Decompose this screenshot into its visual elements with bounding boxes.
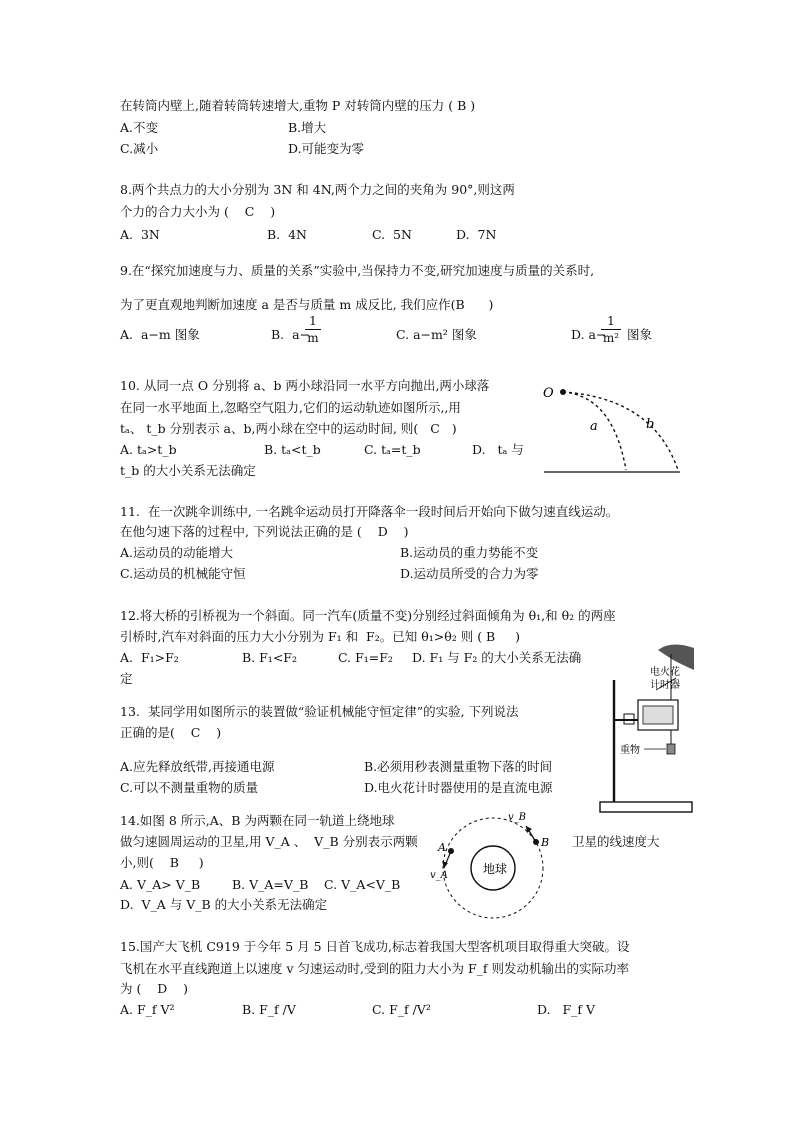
option-15a: A. F_f V² [120,1002,175,1017]
option-15c: C. F_f /V² [372,1002,431,1017]
option-14b: B. V_A=V_B [232,877,309,892]
option-12b: B. F₁<F₂ [242,650,297,665]
option-14c: C. V_A<V_B [324,877,401,892]
option-9a: A. a−m 图象 [120,327,200,342]
option-8c: C. 5N [372,227,412,242]
option-7c: C.减小 [120,141,159,156]
satellite-b-label: B [541,836,550,849]
option-9c: C. a−m² 图象 [396,327,477,342]
question-12-stem-1: 12.将大桥的引桥视为一个斜面。同一汽车(质量不变)分别经过斜面倾角为 θ₁,和 θ₂ 的两座 [120,608,616,623]
spark-timer-panel [643,706,673,724]
option-12c: C. F₁=F₂ [338,650,393,665]
question-12-stem-2: 引桥时,汽车对斜面的压力大小分别为 F₁ 和 F₂。已知 θ₁>θ₂ 则 ( B ) [120,629,520,644]
stand-base [600,802,692,812]
weight [667,744,675,754]
option-9d: D. a− [571,327,607,342]
question-10-stem-1: 10. 从同一点 O 分别将 a、b 两小球沿同一水平方向抛出,两小球落 [120,378,490,393]
option-8b: B. 4N [267,227,307,242]
earth-label: 地球 [483,862,508,876]
option-14a: A. V_A> V_B [120,877,201,892]
option-10d-continued: t_b 的大小关系无法确定 [120,463,256,478]
option-13d: D.电火花计时器使用的是直流电源 [364,780,553,795]
question-10-stem-2: 在同一水平地面上,忽略空气阻力,它们的运动轨迹如图所示,,用 [120,400,461,415]
question-14-stem-3: 小,则( B ) [120,855,204,870]
question-11-stem-1: 11. 在一次跳伞训练中, 一名跳伞运动员打开降落伞一段时间后开始向下做匀速直线运动。 [120,504,619,519]
option-8d: D. 7N [456,227,497,242]
question-15-stem-2: 飞机在水平直线跑道上以速度 v 匀速运动时,受到的阻力大小为 F_f 则发动机输出的实际功率 [120,961,629,976]
velocity-a-label: v_A [430,870,448,881]
option-11b: B.运动员的重力势能不变 [400,545,539,560]
question-11-stem-2: 在他匀速下落的过程中, 下列说法正确的是 ( D ) [120,524,409,539]
fraction-9b-numerator: 1 [305,314,321,330]
question-10-stem-3: tₐ、 t_b 分别表示 a、b,两小球在空中的运动时间, 则( C ) [120,421,457,436]
question-9-stem-1: 9.在“探究加速度与力、质量的关系”实验中,当保持力不变,研究加速度与质量的关系时, [120,263,595,278]
option-7b: B.增大 [288,120,327,135]
option-9b: B. a− [271,327,311,342]
option-10a: A. tₐ>t_b [120,442,177,457]
option-13c: C.可以不测量重物的质量 [120,780,259,795]
option-15b: B. F_f /V [242,1002,296,1017]
option-10c: C. tₐ=t_b [364,442,421,457]
curve-b-label: b [646,417,655,432]
question-14-stem-2-right: 卫星的线速度大 [572,834,660,849]
fraction-9b-denominator: m [307,331,319,345]
question-8-stem-1: 8.两个共点力的大小分别为 3N 和 4N,两个力之间的夹角为 90°,则这两 [120,182,515,197]
weight-label: 重物 [620,745,640,756]
velocity-b-arrowhead [526,826,532,833]
option-10d: D. tₐ 与 [472,442,524,457]
option-7d: D.可能变为零 [288,141,365,156]
trajectory-b [563,392,678,470]
option-15d: D. F_f V [537,1002,596,1017]
orbit-figure [426,806,560,924]
option-11d: D.运动员所受的合力为零 [400,566,539,581]
origin-label: O [543,386,554,401]
satellite-a-label: A [438,841,446,854]
option-12d: D. F₁ 与 F₂ 的大小关系无法确 [412,650,582,665]
fraction-9b [305,314,321,346]
option-13b: B.必须用秒表测量重物下落的时间 [364,759,553,774]
option-10b: B. tₐ<t_b [264,442,321,457]
question-7-stem-end: 在转筒内壁上,随着转筒转速增大,重物 P 对转筒内壁的压力 ( B ) [120,98,476,113]
curve-a-label: a [590,419,598,434]
question-9-stem-2: 为了更直观地判断加速度 a 是否与质量 m 成反比, 我们应作(B ) [120,297,494,312]
velocity-b-label: v_B [508,812,526,823]
question-14-stem-1: 14.如图 8 所示,A、B 为两颗在同一轨道上绕地球 [120,813,395,828]
question-14-stem-2: 做匀速圆周运动的卫星,用 V_A 、 V_B 分别表示两颗 [120,834,418,849]
question-15-stem-1: 15.国产大飞机 C919 于今年 5 月 5 日首飞成功,标志着我国大型客机项目取得重大突破。设 [120,939,630,954]
option-12a: A. F₁>F₂ [120,650,179,665]
trajectory-figure [538,378,682,474]
fraction-9d-denominator: m² [602,331,620,345]
option-8a: A. 3N [120,227,160,242]
option-13a: A.应先释放纸带,再接通电源 [120,759,275,774]
question-13-stem-2: 正确的是( C ) [120,725,222,740]
question-13-stem-1: 13. 某同学用如图所示的装置做“验证机械能守恒定律”的实验, 下列说法 [120,704,519,719]
option-12d-continued: 定 [120,671,133,686]
spark-timer-figure [596,640,696,820]
question-8-stem-2: 个力的合力大小为 ( C ) [120,204,276,219]
question-15-stem-3: 为 ( D ) [120,981,189,996]
option-7a: A.不变 [120,120,159,135]
timer-label-2: 计时器 [650,680,680,691]
option-14d: D. V_A 与 V_B 的大小关系无法确定 [120,897,328,912]
option-11a: A.运动员的动能增大 [120,545,234,560]
option-11c: C.运动员的机械能守恒 [120,566,246,581]
fraction-9d-numerator: 1 [601,314,621,330]
fraction-9d [601,314,621,346]
option-9d-suffix: 图象 [627,327,653,342]
timer-label-1: 电火花 [650,667,680,678]
